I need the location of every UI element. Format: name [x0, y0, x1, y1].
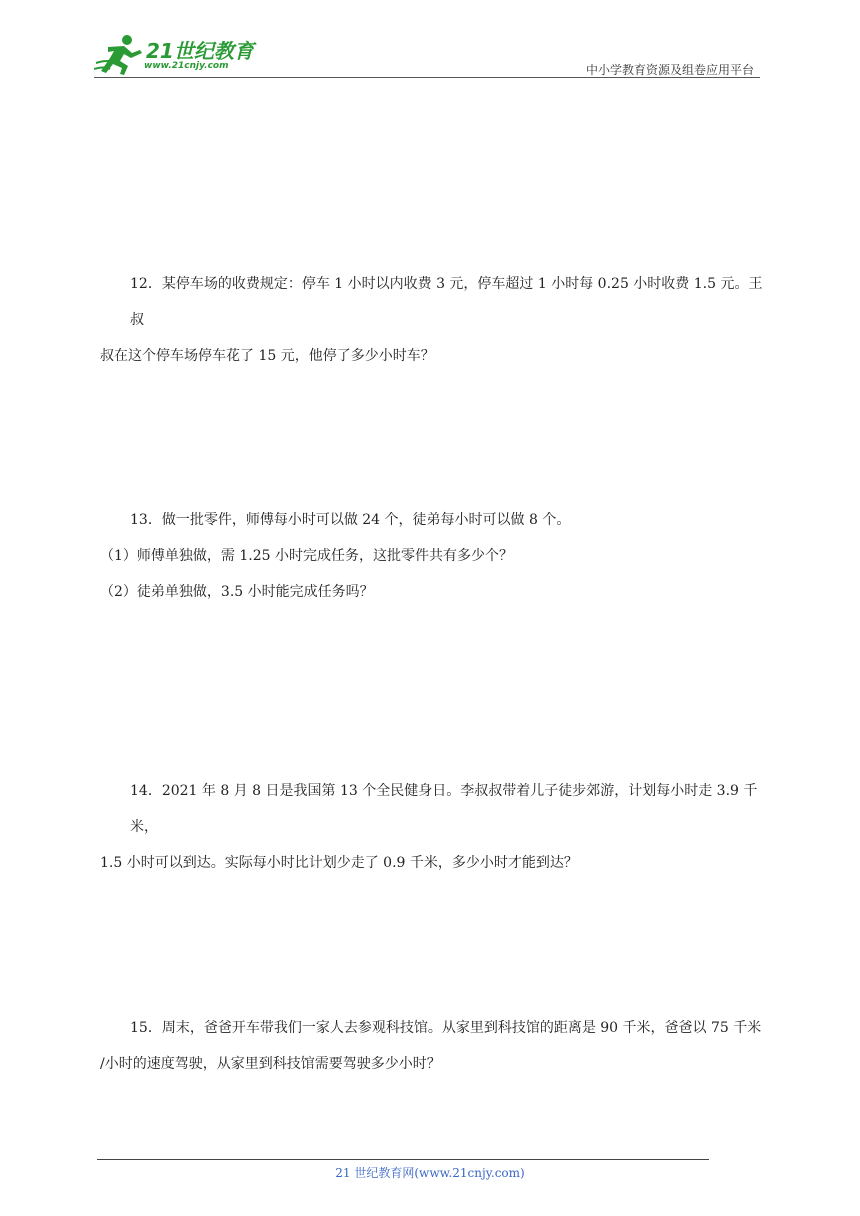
footer-link[interactable]: 21 世纪教育网(www.21cnjy.com): [335, 1166, 525, 1180]
header-title: 中小学教育资源及组卷应用平台: [585, 63, 754, 77]
question-15: [100, 1010, 772, 1082]
question-subpart-1: （1）师傅单独做，需 1.25 小时完成任务，这批零件共有多少个？: [100, 548, 513, 564]
question-12: [100, 266, 772, 374]
logo-url: www.21cnjy.com: [144, 61, 229, 71]
site-logo: [94, 33, 264, 81]
question-13: [100, 502, 772, 610]
question-line: 15．周末，爸爸开车带我们一家人去参观科技馆。从家里到科技馆的距离是 90 千米，爸爸以 75 千米: [130, 1020, 762, 1036]
question-line: 13．做一批零件，师傅每小时可以做 24 个，徒弟每小时可以做 8 个。: [130, 512, 571, 528]
header-divider: [94, 77, 760, 78]
logo-text: 21世纪教育: [146, 39, 254, 63]
question-subpart-2: （2）徒弟单独做，3.5 小时能完成任务吗？: [100, 584, 374, 600]
question-line: 12．某停车场的收费规定：停车 1 小时以内收费 3 元，停车超过 1 小时每 0.25 小时收费 1.5 元。王叔: [130, 276, 763, 328]
page-header: [0, 0, 860, 90]
question-line: /小时的速度驾驶，从家里到科技馆需要驾驶多少小时？: [100, 1056, 441, 1072]
question-line: 14．2021 年 8 月 8 日是我国第 13 个全民健身日。李叔叔带着儿子徒步郊游，计划每小时走 3.9 千米，: [130, 783, 758, 835]
runner-logo-icon: [94, 33, 146, 77]
question-line: 1.5 小时可以到达。实际每小时比计划少走了 0.9 千米，多少小时才能到达？: [100, 855, 578, 871]
question-14: [100, 773, 772, 881]
footer-divider: [97, 1159, 709, 1160]
question-line: 叔在这个停车场停车花了 15 元，他停了多少小时车？: [100, 348, 435, 364]
